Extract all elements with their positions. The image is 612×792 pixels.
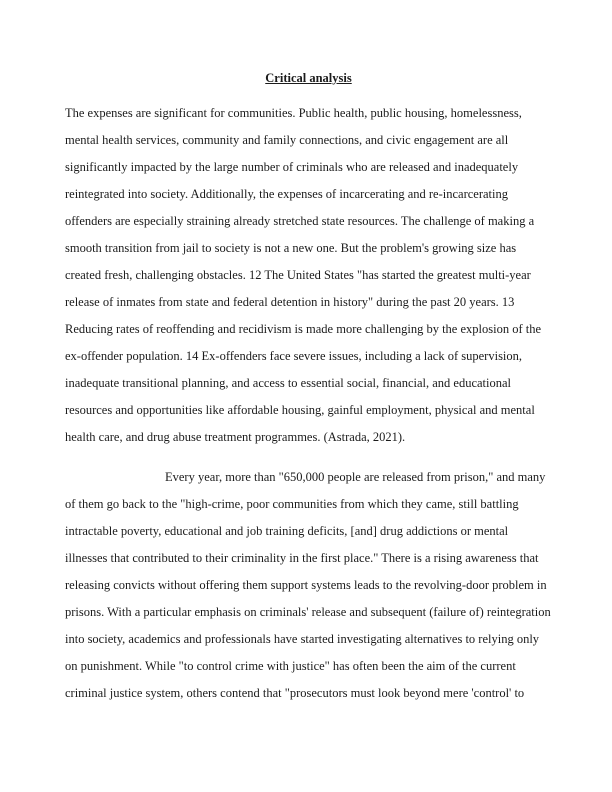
text-line: created fresh, challenging obstacles. 12 The United States "has started the greatest multi-year (65, 268, 531, 282)
text-line: significantly impacted by the large number of criminals who are released and inadequately (65, 160, 519, 174)
text-line: offenders are especially straining already stretched state resources. The challenge of making a (65, 214, 535, 228)
text-line: reintegrated into society. Additionally, the expenses of incarcerating and re-incarcerating (65, 187, 508, 201)
text-line: prisons. With a particular emphasis on criminals' release and subsequent (failure of) reintegration (65, 605, 551, 619)
text-line: The expenses are significant for communities. Public health, public housing, homelessness, (65, 106, 522, 120)
text-line: criminal justice system, others contend that "prosecutors must look beyond mere 'control' to (65, 686, 525, 700)
text-line: mental health services, community and family connections, and civic engagement are all (65, 133, 509, 147)
document-title: Critical analysis (265, 71, 352, 85)
text-line: on punishment. While "to control crime with justice" has often been the aim of the current (65, 659, 516, 673)
paragraph-1 (65, 100, 552, 451)
text-line: resources and opportunities like affordable housing, gainful employment, physical and mental (65, 403, 535, 417)
text-line: intractable poverty, educational and job training deficits, [and] drug addictions or mental (65, 524, 509, 538)
text-line: illnesses that contributed to their criminality in the first place." There is a rising awareness that (65, 551, 539, 565)
text-line: releasing convicts without offering them support systems leads to the revolving-door problem in (65, 578, 547, 592)
text-line: release of inmates from state and federal detention in history" during the past 20 years. 13 (65, 295, 515, 309)
text-line: health care, and drug abuse treatment programmes. (Astrada, 2021). (65, 430, 406, 444)
text-line: smooth transition from jail to society is not a new one. But the problem's growing size has (65, 241, 517, 255)
text-line: inadequate transitional planning, and access to essential social, financial, and educational (65, 376, 512, 390)
text-line: Every year, more than "650,000 people are released from prison," and many (165, 470, 546, 484)
text-line: Reducing rates of reoffending and recidivism is made more challenging by the explosion of the (65, 322, 542, 336)
text-line: into society, academics and professionals have started investigating alternatives to relying only (65, 632, 540, 646)
paragraph-2 (65, 464, 552, 707)
text-line: ex-offender population. 14 Ex-offenders face severe issues, including a lack of supervision, (65, 349, 523, 363)
text-line: of them go back to the "high-crime, poor communities from which they came, still battling (65, 497, 519, 511)
